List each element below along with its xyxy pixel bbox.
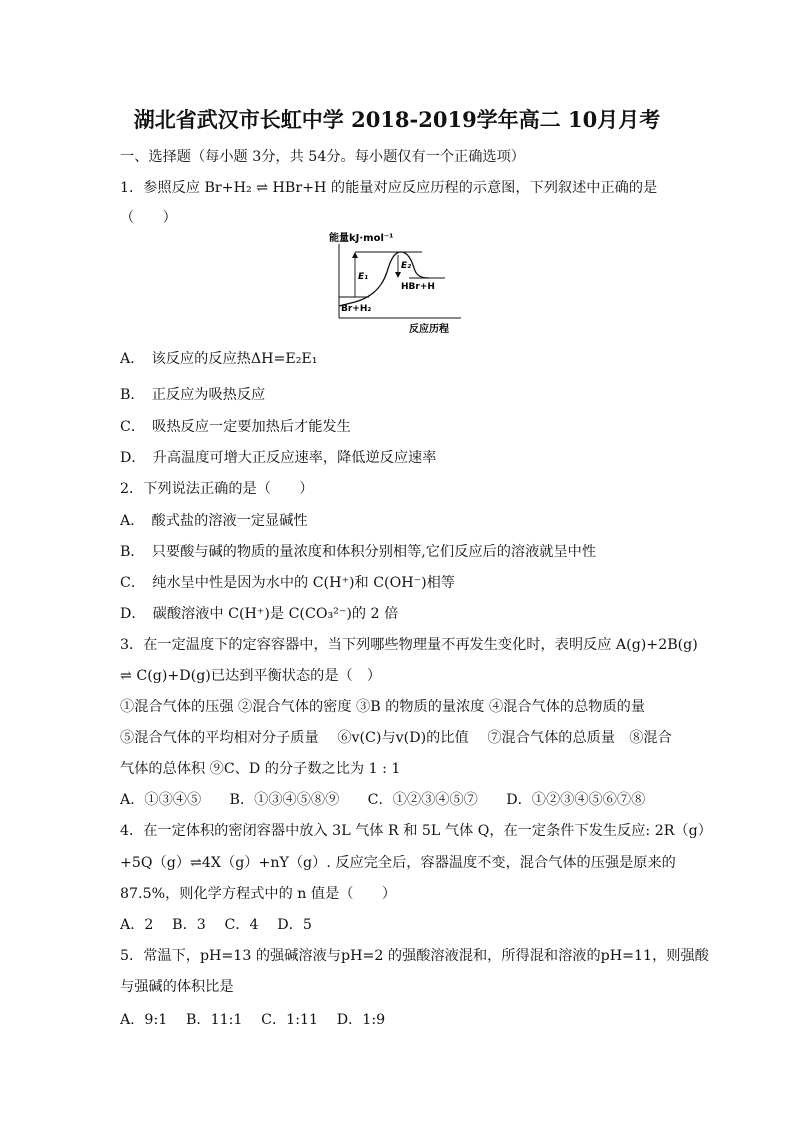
question-3-stem: 3．在一定温度下的定容容器中，当下列哪些物理量不再发生变化时，表明反应 A(g)+2B(g) xyxy=(120,637,698,653)
question-2-option-c: C． 纯水呈中性是因为水中的 C(H⁺)和 C(OH⁻)相等 xyxy=(120,575,455,591)
question-4-options: A．2 B．3 C．4 D．5 xyxy=(120,917,312,933)
e1-arrowhead xyxy=(352,252,358,258)
question-1-option-a: A． 该反应的反应热ΔH=E₂E₁ xyxy=(120,351,318,367)
e1-label: E₁ xyxy=(358,272,369,282)
question-3-items-line-2: ⑤混合气体的平均相对分子质量 ⑥v(C)与v(D)的比值 ⑦混合气体的总质量 ⑧混合 xyxy=(120,730,672,746)
e2-label: E₂ xyxy=(401,261,412,271)
question-1-stem: 1．参照反应 Br+H₂ ⇌ HBr+H 的能量对应反应历程的示意图，下列叙述中正确的是 xyxy=(120,180,658,196)
question-3-stem-cont: ⇌ C(g)+D(g)已达到平衡状态的是（ ） xyxy=(120,668,382,684)
section-heading: 一、选择题（每小题 3分，共 54分。每小题仅有一个正确选项） xyxy=(120,149,525,165)
question-3-options: A．①③④⑤ B．①③④⑤⑧⑨ C．①②③④⑤⑦ D．①②③④⑤⑥⑦⑧ xyxy=(120,792,646,808)
product-label: HBr+H xyxy=(401,282,435,292)
question-1-option-b: B． 正反应为吸热反应 xyxy=(120,387,266,403)
question-3-items-line-3: 气体的总体积 ⑨C、D 的分子数之比为 1 : 1 xyxy=(120,761,401,777)
question-4-line-3: 87.5%，则化学方程式中的 n 值是（ ） xyxy=(120,886,397,902)
question-5-options: A．9:1 B．11:1 C．1:11 D．1:9 xyxy=(120,1012,386,1028)
question-3-items-line-1: ①混合气体的压强 ②混合气体的密度 ③B 的物质的量浓度 ④混合气体的总物质的量 xyxy=(120,699,646,715)
question-4-line-2: +5Q（g）⇌4X（g）+nY（g）. 反应完全后，容器温度不变，混合气体的压强是原来的 xyxy=(120,855,676,871)
diagram-xlabel: 反应历程 xyxy=(409,324,449,335)
question-2-option-d: D． 碳酸溶液中 C(H⁺)是 C(CO₃²⁻)的 2 倍 xyxy=(120,606,399,622)
question-2-stem: 2．下列说法正确的是（ ） xyxy=(120,481,314,497)
energy-curve xyxy=(339,252,429,306)
e2-arrowhead xyxy=(395,272,401,278)
question-1-paren: （ ） xyxy=(120,210,177,226)
page-title: 湖北省武汉市长虹中学 2018-2019学年高二 10月月考 xyxy=(133,107,661,132)
question-1-option-d: D． 升高温度可增大正反应速率，降低逆反应速率 xyxy=(120,450,437,466)
question-5-line-1: 5．常温下，pH=13 的强碱溶液与pH=2 的强酸溶液混和，所得混和溶液的pH=11，则强酸 xyxy=(120,948,709,964)
reactant-label: Br+H₂ xyxy=(341,304,372,314)
energy-diagram xyxy=(325,228,465,340)
question-2-option-b: B． 只要酸与碱的物质的量浓度和体积分别相等,它们反应后的溶液就呈中性 xyxy=(120,544,597,560)
question-1-option-c: C． 吸热反应一定要加热后才能发生 xyxy=(120,419,351,435)
diagram-ylabel: 能量kJ·mol⁻¹ xyxy=(329,233,394,244)
question-4-line-1: 4．在一定体积的密闭容器中放入 3L 气体 R 和 5L 气体 Q，在一定条件下发生反应: 2R（g） xyxy=(120,823,712,839)
question-2-option-a: A． 酸式盐的溶液一定显碱性 xyxy=(120,513,308,529)
question-5-line-2: 与强碱的体积比是 xyxy=(120,979,234,995)
